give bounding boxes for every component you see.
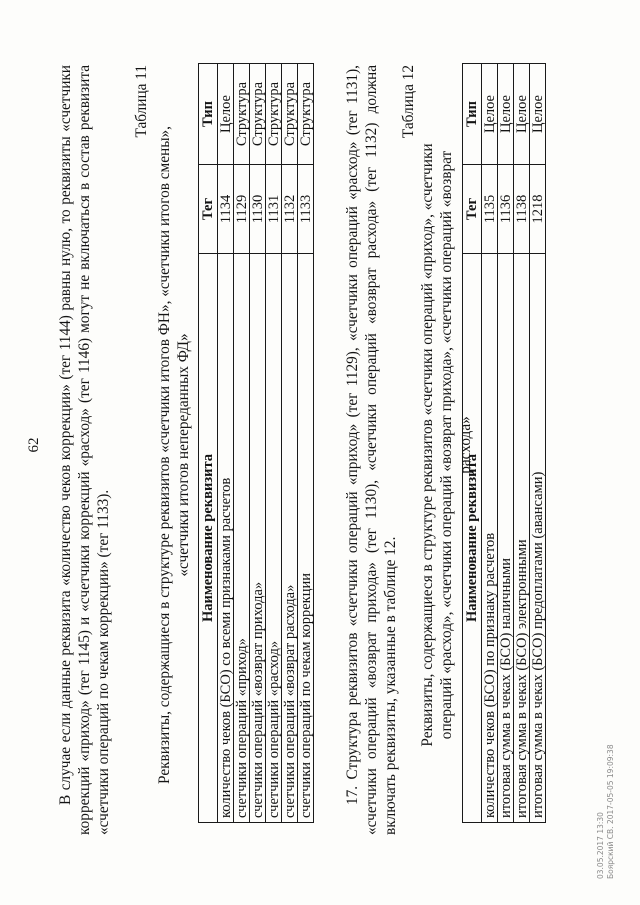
cell-tag: 1135 — [482, 165, 498, 254]
cell-type: Целое — [530, 64, 546, 165]
cell-tag: 1136 — [498, 165, 514, 254]
table-row — [218, 64, 234, 823]
cell-type: Целое — [498, 64, 514, 165]
cell-name: количество чеков (БСО) по признаку расчетов — [482, 254, 498, 823]
cell-type: Целое — [218, 64, 234, 165]
table11-header-type: Тип — [199, 64, 218, 165]
page-number: 62 — [26, 437, 42, 453]
stamp-line-2: Боярский СВ. 2017-05-05 19:09:38 — [606, 744, 615, 879]
cell-type: Структура — [298, 64, 314, 165]
cell-type: Структура — [250, 64, 266, 165]
table-row — [282, 64, 298, 823]
cell-name: количество чеков (БСО) со всеми признаками расчетов — [218, 254, 234, 823]
cell-type: Целое — [514, 64, 530, 165]
table11-header-tag: Тег — [199, 165, 218, 254]
system-stamp — [596, 744, 616, 879]
table-row — [514, 64, 530, 823]
table11-header-name: Наименование реквизита — [199, 254, 218, 823]
table-row — [234, 64, 250, 823]
table12-label: Таблица 12 — [400, 65, 417, 139]
cell-tag: 1132 — [282, 165, 298, 254]
table12 — [462, 63, 546, 823]
table12-title: Реквизиты, содержащиеся в структуре реквизитов «счетчики операций «приход», «счетчики операций «расход», «счетчики операций «возврат прихода», «счетчики операций «возврат расхода» — [419, 143, 474, 747]
cell-name: итоговая сумма в чеках (БСО) предоплатами (авансами) — [530, 254, 546, 823]
table12-header-tag: Тег — [463, 165, 482, 254]
cell-name: итоговая сумма в чеках (БСО) наличными — [498, 254, 514, 823]
table-row — [530, 64, 546, 823]
table11-header-row — [199, 64, 218, 823]
cell-name: счетчики операций по чекам коррекции — [298, 254, 314, 823]
table12-header-type: Тип — [463, 64, 482, 165]
cell-name: итоговая сумма в чеках (БСО) электронными — [514, 254, 530, 823]
cell-tag: 1130 — [250, 165, 266, 254]
table11-label: Таблица 11 — [133, 65, 150, 138]
table12-header-row — [463, 64, 482, 823]
table-row — [498, 64, 514, 823]
cell-name: счетчики операций «возврат расхода» — [282, 254, 298, 823]
cell-type: Структура — [266, 64, 282, 165]
stamp-line-1: 03.05.2017 13:30 — [596, 812, 605, 879]
cell-tag: 1218 — [530, 165, 546, 254]
table-row — [298, 64, 314, 823]
cell-tag: 1131 — [266, 165, 282, 254]
table12-header-name: Наименование реквизита — [463, 254, 482, 823]
paragraph-correction-note: В случае если данные реквизита «количество чеков коррекции» (тег 1144) равны нулю, то реквизиты «счетчики коррекций «приход» (тег 1145) и «счетчики коррекций «расход» (тег 1146) могут не включаться в состав реквизита «счетчики операций по чекам коррекции» (тег 1133). — [57, 65, 112, 835]
cell-tag: 1129 — [234, 165, 250, 254]
paragraph-17: 17. Структура реквизитов «счетчики операций «приход» (тег 1129), «счетчики операций «расход» (тег 1131), «счетчики операций «возврат прихода» (тег 1130), «счетчики операций «возврат расхода» (тег 1132) должна включать реквизиты, указанные в таблице 12. — [344, 65, 399, 835]
cell-type: Структура — [282, 64, 298, 165]
cell-name: счетчики операций «расход» — [266, 254, 282, 823]
table-row — [250, 64, 266, 823]
cell-type: Структура — [234, 64, 250, 165]
cell-name: счетчики операций «возврат прихода» — [250, 254, 266, 823]
table11 — [198, 63, 314, 823]
cell-name: счетчики операций «приход» — [234, 254, 250, 823]
cell-tag: 1133 — [298, 165, 314, 254]
cell-type: Целое — [482, 64, 498, 165]
table-row — [482, 64, 498, 823]
cell-tag: 1134 — [218, 165, 234, 254]
cell-tag: 1138 — [514, 165, 530, 254]
table-row — [266, 64, 282, 823]
table11-title: Реквизиты, содержащиеся в структуре реквизитов «счетчики итогов ФН», «счетчики итогов смены», «счетчики итогов непереданных ФД» — [156, 126, 192, 784]
